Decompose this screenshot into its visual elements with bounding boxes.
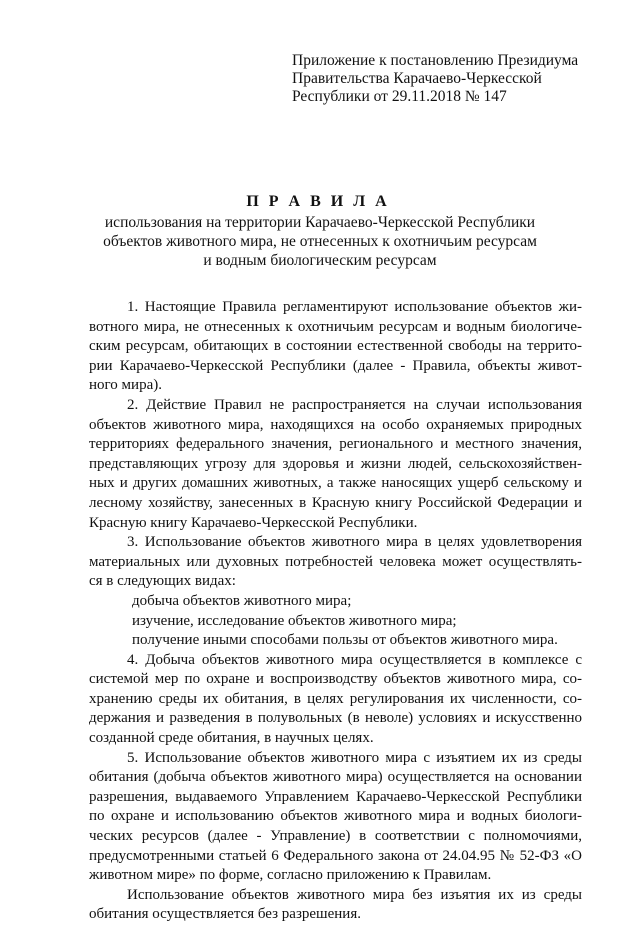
text-line: ного мира).: [89, 377, 162, 394]
text-line: ных и других домашних животных, а также наносящих ущерб сельскому и: [89, 475, 582, 492]
text-line: 4. Добыча объектов животного мира осуществляется в комплексе с: [127, 651, 582, 668]
text-line: ским ресурсам, обитающих в состоянии естественной свободы на террито-: [89, 338, 582, 355]
text-line: обитания осуществляется без разрешения.: [89, 906, 361, 923]
list-item: добыча объектов животного мира;: [132, 592, 352, 609]
text-line: 5. Использование объектов животного мира с изъятием их из среды: [127, 749, 582, 766]
text-line: представляющих угрозу для здоровья и жизни людей, сельскохозяйствен-: [89, 455, 582, 472]
text-line: Красную книгу Карачаево-Черкесской Республики.: [89, 514, 418, 531]
text-line: по охране и использованию объектов животного мира и водных биологи-: [89, 808, 582, 825]
text-line: хранению среды их обитания, в целях регулирования их численности, со-: [89, 690, 582, 707]
appendix-line: Республики от 29.11.2018 № 147: [292, 88, 507, 105]
subtitle-line: использования на территории Карачаево-Черкесской Республики: [104, 214, 536, 231]
text-line: лесному хозяйству, занесенных в Красную книгу Российской Федерации и: [89, 494, 582, 511]
text-line: Использование объектов животного мира без изъятия их из среды: [127, 886, 582, 903]
subtitle-line: объектов животного мира, не отнесенных к охотничьим ресурсам: [103, 233, 537, 250]
text-line: материальных или духовных потребностей человека может осуществлять-: [89, 553, 582, 570]
document-body: [89, 298, 582, 925]
text-line: рии Карачаево-Черкесской Республики (далее - Правила, объекты живот-: [89, 357, 582, 374]
list-item: получение иными способами пользы от объектов животного мира.: [132, 632, 558, 649]
document-title: П Р А В И Л А: [246, 193, 390, 210]
text-line: держания и разведения в полувольных (в неволе) условиях и искусственно: [89, 710, 582, 727]
text-line: 3. Использование объектов животного мира в целях удовлетворения: [127, 534, 582, 551]
document-subtitle: [100, 213, 540, 270]
text-line: обитания (добыча объектов животного мира) осуществляется на основании: [89, 769, 582, 786]
text-line: территориях федерального значения, регионального и местного значения,: [89, 436, 582, 453]
text-line: созданной среде обитания, в научных целях.: [89, 730, 374, 747]
text-line: ся в следующих видах:: [89, 573, 236, 590]
text-line: разрешения, выдаваемого Управлением Карачаево-Черкесской Республики: [89, 788, 582, 805]
text-line: животном мире» по форме, согласно приложению к Правилам.: [89, 867, 492, 884]
list-item: изучение, исследование объектов животного мира;: [132, 612, 457, 629]
text-line: предусмотренными статьей 6 Федерального закона от 24.04.95 № 52-ФЗ «О: [89, 847, 582, 864]
text-line: 2. Действие Правил не распространяется на случаи использования: [127, 396, 582, 413]
text-line: объектов животного мира, находящихся на особо охраняемых природных: [89, 416, 582, 433]
appendix-note: [292, 52, 612, 106]
text-line: 1. Настоящие Правила регламентируют использование объектов жи-: [127, 299, 582, 315]
subtitle-line: и водным биологическим ресурсам: [203, 252, 437, 269]
text-line: системой мер по охране и воспроизводству объектов животного мира, со-: [89, 671, 582, 688]
text-line: вотного мира, не отнесенных к охотничьим ресурсам и водным биологиче-: [89, 318, 582, 335]
text-line: ческих ресурсов (далее - Управление) в соответствии с полномочиями,: [89, 828, 582, 845]
appendix-line: Правительства Карачаево-Черкесской: [292, 70, 542, 87]
appendix-line: Приложение к постановлению Президиума: [292, 52, 579, 69]
